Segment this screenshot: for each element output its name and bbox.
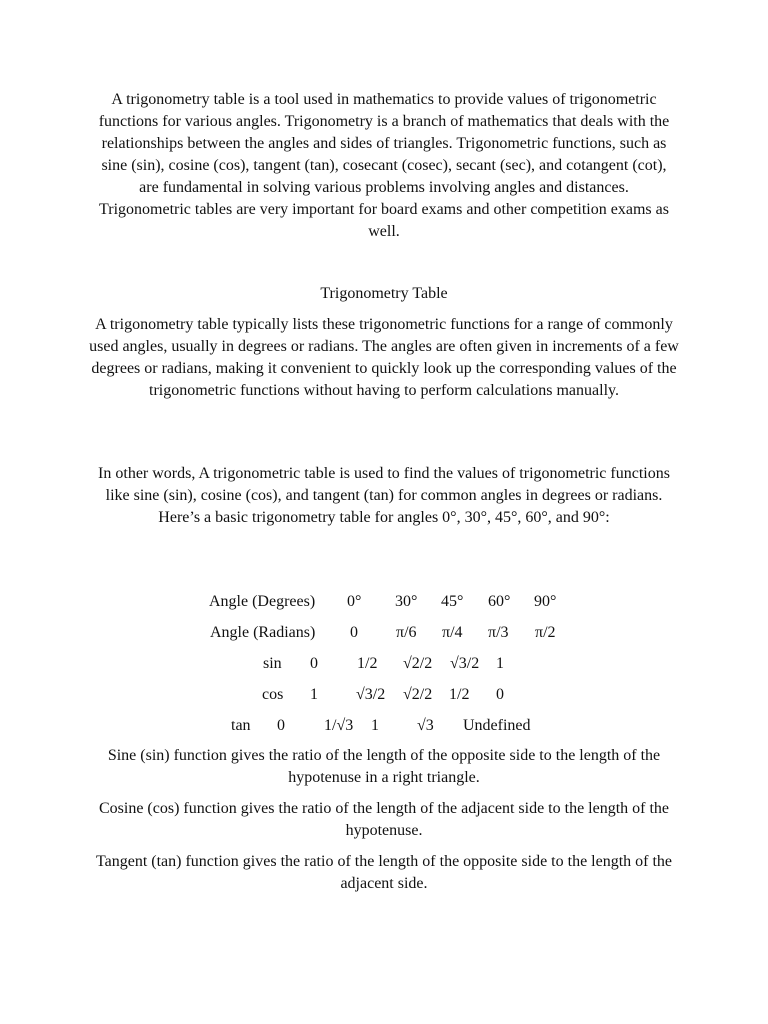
table-cell: π/6 <box>396 624 417 641</box>
table-cell: √3/2 <box>356 686 386 703</box>
table-cell: 30° <box>395 593 418 610</box>
section-title: Trigonometry Table <box>320 285 448 302</box>
table-cell: 0 <box>350 624 358 641</box>
table-cell: 1 <box>496 655 504 672</box>
table-cell: √3/2 <box>450 655 480 672</box>
table-cell: Undefined <box>463 717 531 734</box>
table-cell: 0 <box>496 686 504 703</box>
table-cell: Angle (Radians) <box>210 624 316 641</box>
table-row-tan <box>0 715 768 737</box>
table-cell: 0° <box>347 593 362 610</box>
table-cell: 1/2 <box>449 686 470 703</box>
table-cell: 45° <box>441 593 464 610</box>
table-cell: π/3 <box>488 624 509 641</box>
table-cell: π/4 <box>442 624 463 641</box>
table-cell: 0 <box>277 717 285 734</box>
table-cell: √2/2 <box>403 686 433 703</box>
table-cell: 1/2 <box>357 655 378 672</box>
table-cell: 90° <box>534 593 557 610</box>
table-cell: π/2 <box>535 624 556 641</box>
table-cell: Angle (Degrees) <box>209 593 316 610</box>
table-cell: √3 <box>417 717 434 734</box>
intro-paragraph: A trigonometry table is a tool used in mathematics to provide values of trigonometric functions for various angles. Trigonometry is a branch of mathematics that deals with the relationships between the angles and sides of triangles. Trigonometric functions, such as sine (sin), cosine (cos), tangent (tan), cosecant (cosec), secant (sec), and cotangent (cot), are fundamental in solving various problems involving angles and distances. Trigonometric tables are very important for board exams and other competition exams as well. <box>98 91 670 240</box>
cosine-definition: Cosine (cos) function gives the ratio of the length of the adjacent side to the length of the hypotenuse. <box>98 800 670 839</box>
sine-definition: Sine (sin) function gives the ratio of the length of the opposite side to the length of the hypotenuse in a right triangle. <box>107 747 661 786</box>
table-cell: √2/2 <box>403 655 433 672</box>
table-cell: 1/√3 <box>324 717 354 734</box>
table-row-degrees <box>0 591 768 613</box>
table-cell: 1 <box>310 686 318 703</box>
table-cell: cos <box>262 686 284 703</box>
description-paragraph: A trigonometry table typically lists these trigonometric functions for a range of commonly used angles, usually in degrees or radians. The angles are often given in increments of a few degrees or radians, making it convenient to quickly look up the corresponding values of the trigonometric functions without having to perform calculations manually. <box>89 316 679 399</box>
table-row-cos <box>0 684 768 706</box>
table-row-radians <box>0 622 768 644</box>
table-cell: 60° <box>488 593 511 610</box>
tangent-definition: Tangent (tan) function gives the ratio of the length of the opposite side to the length of the adjacent side. <box>95 853 673 892</box>
table-cell: 0 <box>310 655 318 672</box>
table-row-sin <box>0 653 768 675</box>
table-cell: 1 <box>371 717 379 734</box>
table-cell: tan <box>231 717 251 734</box>
other-words-paragraph: In other words, A trigonometric table is used to find the values of trigonometric functions like sine (sin), cosine (cos), and tangent (tan) for common angles in degrees or radians. Here’s a basic trigonometry table for angles 0°, 30°, 45°, 60°, and 90°: <box>98 465 670 526</box>
table-cell: sin <box>263 655 282 672</box>
